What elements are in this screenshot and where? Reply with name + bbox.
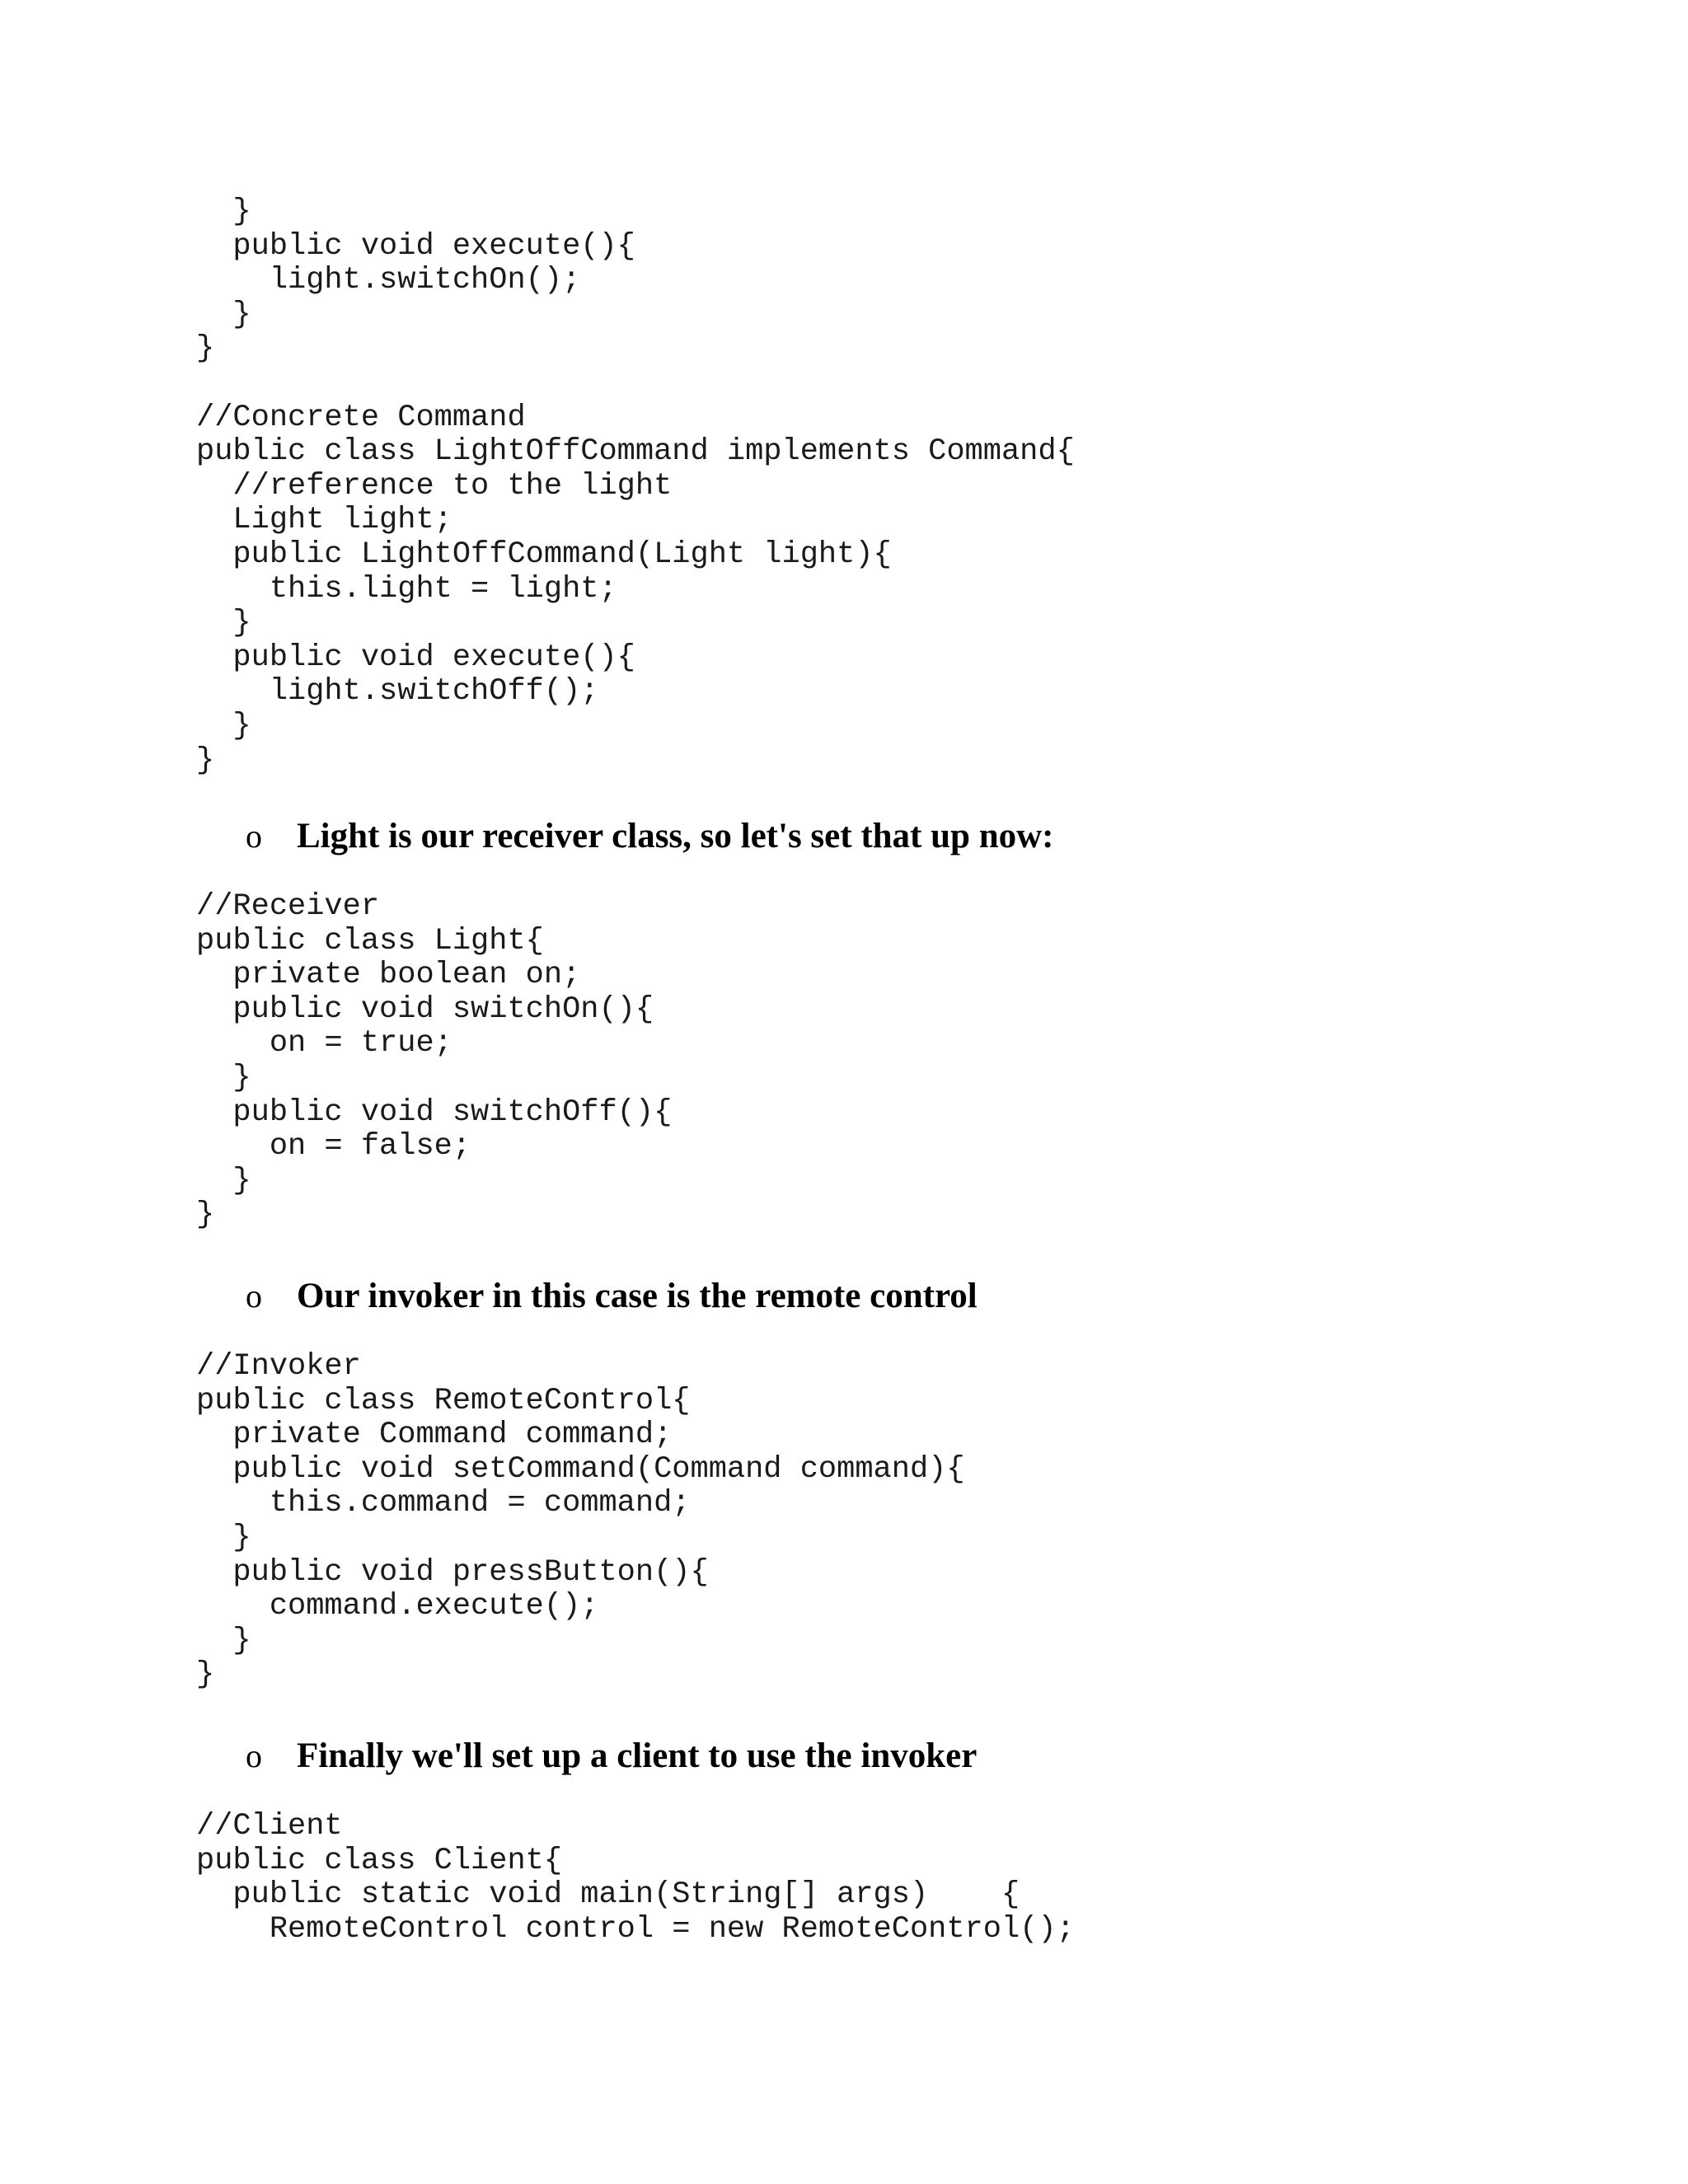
code-line: } xyxy=(196,708,251,743)
code-line: } xyxy=(196,1060,251,1095)
code-line: //Client xyxy=(196,1809,343,1844)
code-line: public void execute(){ xyxy=(196,640,635,675)
bullet-text: Finally we'll set up a client to use the invoker xyxy=(297,1736,978,1775)
bullet-marker: o xyxy=(246,818,262,855)
code-line: public class Light{ xyxy=(196,923,544,958)
code-line: this.light = light; xyxy=(196,571,617,607)
code-line: //Receiver xyxy=(196,889,380,924)
bullet-marker: o xyxy=(246,1737,262,1774)
code-line: Light light; xyxy=(196,503,452,538)
code-line: on = true; xyxy=(196,1026,452,1062)
code-line: //reference to the light xyxy=(196,468,673,504)
code-line: } xyxy=(196,1163,251,1198)
code-line: } xyxy=(196,194,251,229)
code-line: //Invoker xyxy=(196,1349,361,1384)
code-line: } xyxy=(196,297,251,332)
code-line: RemoteControl control = new RemoteControl(); xyxy=(196,1911,1075,1947)
code-line: public void setCommand(Command command){ xyxy=(196,1451,965,1487)
code-block-light-off-command xyxy=(196,195,1075,778)
code-line: } xyxy=(196,1197,215,1233)
code-line: private boolean on; xyxy=(196,958,581,993)
code-line xyxy=(196,367,1075,401)
code-block-invoker xyxy=(196,1350,965,1693)
bullet-invoker xyxy=(246,1276,978,1316)
code-line: public void pressButton(){ xyxy=(196,1554,709,1590)
code-line: private Command command; xyxy=(196,1418,673,1453)
code-line: } xyxy=(196,743,215,778)
code-line: } xyxy=(196,606,251,641)
bullet-text: Our invoker in this case is the remote control xyxy=(297,1277,978,1315)
code-line: on = false; xyxy=(196,1129,471,1165)
code-line: //Concrete Command xyxy=(196,400,526,435)
code-block-client xyxy=(196,1810,1075,1947)
code-line: } xyxy=(196,1657,215,1693)
bullet-receiver xyxy=(246,816,1054,856)
code-line: public void switchOn(){ xyxy=(196,991,654,1027)
code-line: this.command = command; xyxy=(196,1486,691,1521)
code-line: public void execute(){ xyxy=(196,228,635,264)
code-line: } xyxy=(196,331,215,367)
code-line: public void switchOff(){ xyxy=(196,1094,673,1130)
code-line: public class LightOffCommand implements Command{ xyxy=(196,434,1075,470)
code-line: light.switchOff(); xyxy=(196,674,599,710)
bullet-client xyxy=(246,1736,977,1776)
code-line: command.execute(); xyxy=(196,1589,599,1624)
code-line: } xyxy=(196,1623,251,1658)
code-line: public static void main(String[] args) { xyxy=(196,1877,1020,1913)
bullet-text: Light is our receiver class, so let's set that up now: xyxy=(297,817,1054,855)
code-line: } xyxy=(196,1520,251,1555)
code-line: public class Client{ xyxy=(196,1843,563,1878)
bullet-marker: o xyxy=(246,1277,262,1315)
code-line: public LightOffCommand(Light light){ xyxy=(196,537,892,572)
code-block-receiver xyxy=(196,890,672,1233)
code-line: public class RemoteControl{ xyxy=(196,1383,691,1418)
code-line: light.switchOn(); xyxy=(196,263,581,298)
